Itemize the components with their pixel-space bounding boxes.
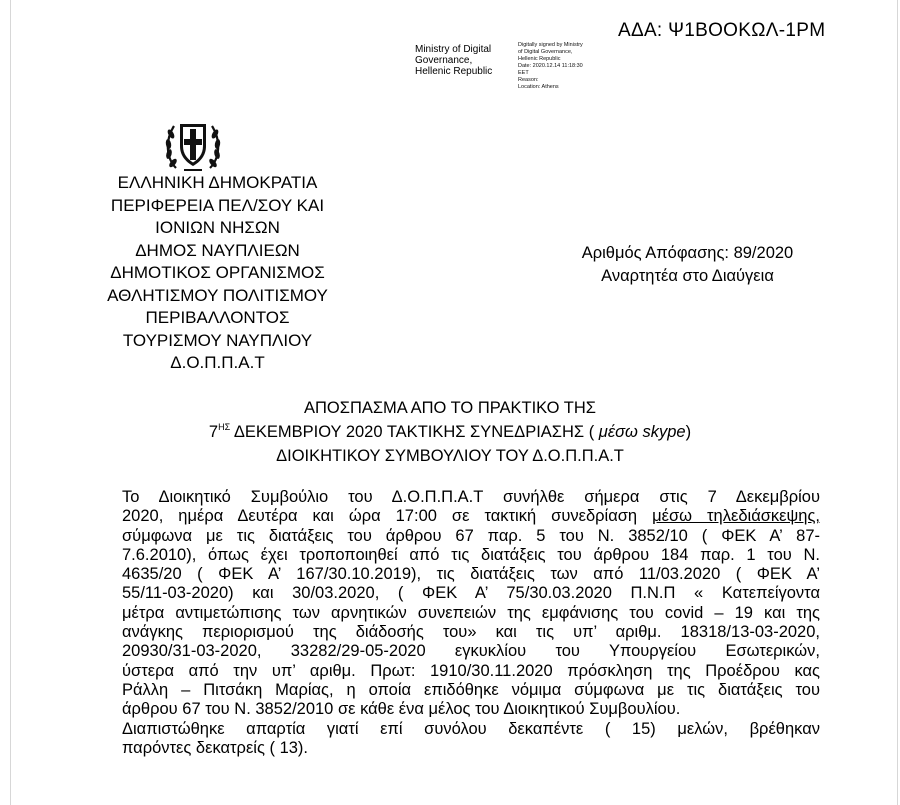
- title-line: [100, 420, 800, 444]
- body-line: 20930/31-03-2020, 33282/29-05-2020 εγκυκλίου του Υπουργείου Εσωτερικών,: [122, 642, 820, 661]
- document-body: [80, 488, 820, 758]
- signature-detail-line: Hellenic Republic: [518, 56, 561, 62]
- ada-code: ΑΔΑ: Ψ1ΒΟΟΚΩΛ-1ΡΜ: [618, 20, 826, 41]
- issuer-line: ΕΛΛΗΝΙΚΗ ΔΗΜΟΚΡΑΤΙΑ: [117, 173, 318, 192]
- decision-number: Αριθμός Απόφασης: 89/2020: [581, 244, 794, 262]
- issuer-line: ΔΗΜΟΣ ΝΑΥΠΛΙΕΩΝ: [135, 240, 300, 260]
- signer-line: Governance,: [415, 55, 473, 66]
- signer-line: Ministry of Digital: [415, 44, 492, 55]
- underlined-segment: μέσω τηλεδιάσκεψης,: [652, 507, 820, 526]
- posting-note: Αναρτητέα στο Διαύγεια: [601, 267, 774, 285]
- title-line: ΔΙΟΙΚΗΤΙΚΟΥ ΣΥΜΒΟΥΛΙΟΥ ΤΟΥ Δ.Ο.Π.Π.Α.Τ: [276, 447, 624, 465]
- issuer-line: ΙΟΝΙΩΝ ΝΗΣΩΝ: [155, 218, 280, 237]
- issuer-line: Δ.Ο.Π.Π.Α.Τ: [170, 353, 265, 372]
- signature-detail-line: Location: Athens: [518, 84, 559, 90]
- issuer-line: ΑΘΛΗΤΙΣΜΟΥ ΠΟΛΙΤΙΣΜΟΥ: [107, 285, 328, 305]
- issuer-line: ΔΗΜΟΤΙΚΟΣ ΟΡΓΑΝΙΣΜΟΣ: [110, 263, 325, 282]
- body-line: Το Διοικητικό Συμβούλιο του Δ.Ο.Π.Π.Α.Τ συνήλθε σήμερα στις 7 Δεκεμβρίου: [122, 488, 820, 506]
- signature-detail-line: of Digital Governance,: [518, 49, 573, 55]
- title-text: ΔΕΚΕΜΒΡΙΟΥ 2020 ΤΑΚΤΙΚΗΣ ΣΥΝΕΔΡΙΑΣΗΣ (: [230, 423, 599, 441]
- signer-line: Hellenic Republic: [415, 66, 493, 77]
- title-end: ): [685, 423, 692, 441]
- body-line: σύμφωνα με τις διατάξεις του άρθρου 67 παρ. 5 του Ν. 3852/10 ( ΦΕΚ Α’ 87-: [122, 526, 820, 545]
- body-line: ανάγκης περιορισμού της διάδοσής του» και τις υπ’ αριθμ. 18318/13-03-2020,: [122, 623, 820, 642]
- body-line: 4635/20 ( ΦΕΚ Α’ 167/30.10.2019), τις διατάξεις των από 11/03.2020 ( ΦΕΚ Α’: [122, 565, 820, 584]
- body-line: 55/11-03-2020) και 30/03.2020, ( ΦΕΚ Α’ 75/30.03.2020 Π.Ν.Π « Κατεπείγοντα: [122, 584, 820, 603]
- signature-detail-line: Digitally signed by Ministry: [518, 42, 583, 48]
- title-line: ΑΠΟΣΠΑΣΜΑ ΑΠΟ ΤΟ ΠΡΑΚΤΙΚΟ ΤΗΣ: [303, 399, 596, 417]
- issuer-line: ΤΟΥΡΙΣΜΟΥ ΝΑΥΠΛΙΟΥ: [122, 330, 313, 350]
- body-line: άρθρου 67 του Ν. 3852/2010 σε κάθε ένα μέλος του Διοικητικού Συμβουλίου.: [122, 700, 681, 719]
- body-line: μέτρα αντιμετώπισης των αρνητικών συνεπειών της εμφάνισης του covid – 19 και της: [122, 603, 820, 622]
- document-title: [100, 396, 800, 468]
- body-line: [80, 507, 820, 526]
- paragraph-meeting: [80, 488, 820, 720]
- signature-details: [518, 42, 628, 91]
- body-text-segment: 2020, ημέρα Δευτέρα και ώρα 17:00 σε τακτική συνεδρίαση: [122, 507, 653, 526]
- decision-info: [530, 242, 845, 288]
- signature-detail-line: Reason:: [518, 77, 539, 83]
- greek-coat-of-arms-icon: [160, 112, 226, 178]
- title-ordinal: ΗΣ: [218, 422, 231, 432]
- paragraph-quorum: [80, 720, 820, 759]
- body-line: παρόντες δεκατρείς ( 13).: [122, 738, 309, 757]
- body-line: Διαπιστώθηκε απαρτία γιατί επί συνόλου δεκαπέντε ( 15) μελών, βρέθηκαν: [122, 719, 820, 738]
- signature-detail-line: EET: [518, 70, 529, 76]
- issuer-line: ΠΕΡΙΒΑΛΛΟΝΤΟΣ: [145, 308, 290, 327]
- issuer-line: ΠΕΡΙΦΕΡΕΙΑ ΠΕΛ/ΣΟΥ ΚΑΙ: [110, 195, 325, 215]
- body-line: 7.6.2010), όπως έχει τροποποιηθεί από τις διατάξεις του άρθρου 184 παρ. 1 του Ν.: [122, 545, 820, 564]
- signature-signer: [415, 44, 515, 77]
- body-line: ύστερα από την υπ’ αριθμ. Πρωτ: 1910/30.11.2020 πρόσκληση της Προέδρου κας: [122, 661, 820, 680]
- issuer-header: [60, 172, 375, 375]
- title-skype: μέσω skype: [598, 423, 686, 441]
- body-line: Ράλλη – Πιτσάκη Μαρίας, η οποία επιδόθηκε νόμιμα σύμφωνα με τις διατάξεις του: [122, 680, 820, 699]
- signature-detail-line: Date: 2020.12.14 11:18:30: [518, 63, 583, 69]
- title-day: 7: [208, 423, 219, 441]
